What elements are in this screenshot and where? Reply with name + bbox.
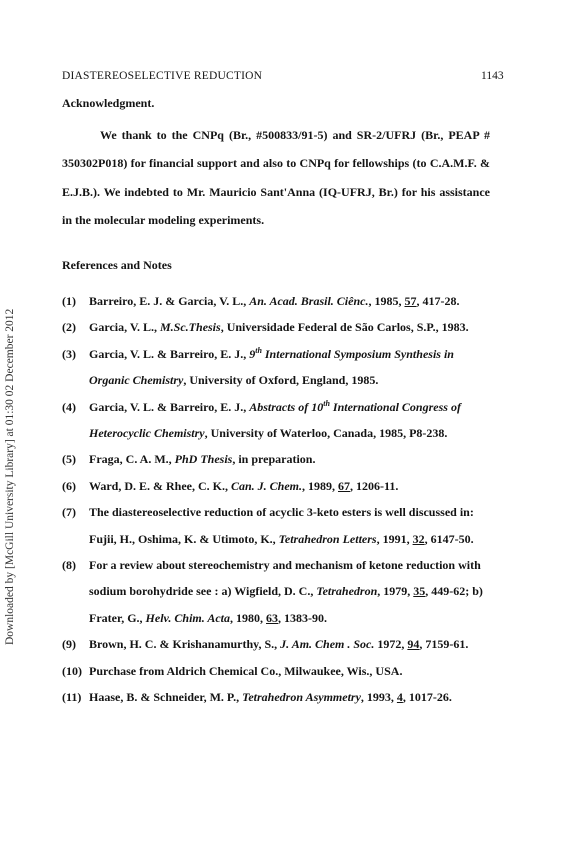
running-header: DIASTEREOSELECTIVE REDUCTION (62, 70, 263, 82)
references-heading: References and Notes (62, 258, 172, 272)
reference-item (62, 473, 494, 499)
reference-number: (10) (62, 663, 82, 678)
reference-item (62, 341, 494, 394)
reference-text: Brown, H. C. & Krishanamurthy, S., J. Am. Chem . Soc. 1972, 94, 7159-61. (89, 637, 469, 652)
reference-text: Purchase from Aldrich Chemical Co., Milwaukee, Wis., USA. (89, 663, 403, 678)
reference-text: Barreiro, E. J. & Garcia, V. L., An. Acad. Brasil. Ciênc., 1985, 57, 417-28. (89, 294, 460, 308)
reference-number: (8) (62, 558, 76, 573)
reference-item (62, 288, 494, 314)
acknowledgment-text: We thank to the CNPq (Br., #500833/91-5) and SR-2/UFRJ (Br., PEAP # 350302P018) for financial support and also to CNPq for fellowships (to C.A.M.F. & E.J.B.). We indebted to Mr. Mauricio Sant'Anna (IQ-UFRJ, Br.) for his assistance in the molecular modeling experiments. (62, 128, 490, 228)
reference-text: Haase, B. & Schneider, M. P., Tetrahedron Asymmetry, 1993, 4, 1017-26. (89, 690, 452, 705)
reference-item (62, 552, 494, 631)
reference-number: (3) (62, 346, 76, 361)
reference-item (62, 394, 494, 447)
reference-number: (11) (62, 690, 82, 705)
reference-item (62, 499, 494, 552)
page-number: 1143 (481, 70, 504, 82)
reference-number: (7) (62, 505, 76, 520)
reference-text: Garcia, V. L. & Barreiro, E. J., Abstracts of 10th International Congress of Heterocyclic Chemistry, University of Waterloo, Canada, 1985, P8-238. (89, 398, 461, 441)
reference-item (62, 314, 494, 340)
reference-text: The diastereoselective reduction of acyclic 3-keto esters is well discussed in: Fujii, H., Oshima, K. & Utimoto, K., Tetrahedron Letters, 1991, 32, 6147-50. (89, 505, 474, 546)
reference-text: Garcia, V. L., M.Sc.Thesis, Universidade Federal de São Carlos, S.P., 1983. (89, 320, 469, 335)
reference-text: Garcia, V. L. & Barreiro, E. J., 9th International Symposium Synthesis in Organic Chemistry, University of Oxford, England, 1985. (89, 345, 454, 388)
reference-item (62, 631, 494, 657)
reference-number: (5) (62, 452, 76, 467)
reference-number: (9) (62, 637, 76, 652)
download-watermark: Downloaded by [McGill University Library] at 01:30 02 December 2012 (4, 308, 16, 645)
reference-text: Ward, D. E. & Rhee, C. K., Can. J. Chem., 1989, 67, 1206-11. (89, 478, 399, 493)
reference-text: For a review about stereochemistry and mechanism of ketone reduction with sodium borohydride see : a) Wigfield, D. C., Tetrahedron, 1979, 35, 449-62; b) Frater, G., Helv. Chim. Acta, 1980, 63, 1383-90. (89, 558, 483, 625)
reference-number: (1) (62, 294, 76, 308)
reference-number: (6) (62, 478, 76, 493)
acknowledgment-heading: Acknowledgment. (62, 96, 155, 110)
reference-number: (4) (62, 399, 76, 414)
reference-item (62, 684, 494, 710)
reference-text: Fraga, C. A. M., PhD Thesis, in preparation. (89, 452, 316, 467)
reference-number: (2) (62, 320, 76, 335)
reference-list (62, 288, 494, 711)
reference-item (62, 446, 494, 472)
reference-item (62, 658, 494, 684)
